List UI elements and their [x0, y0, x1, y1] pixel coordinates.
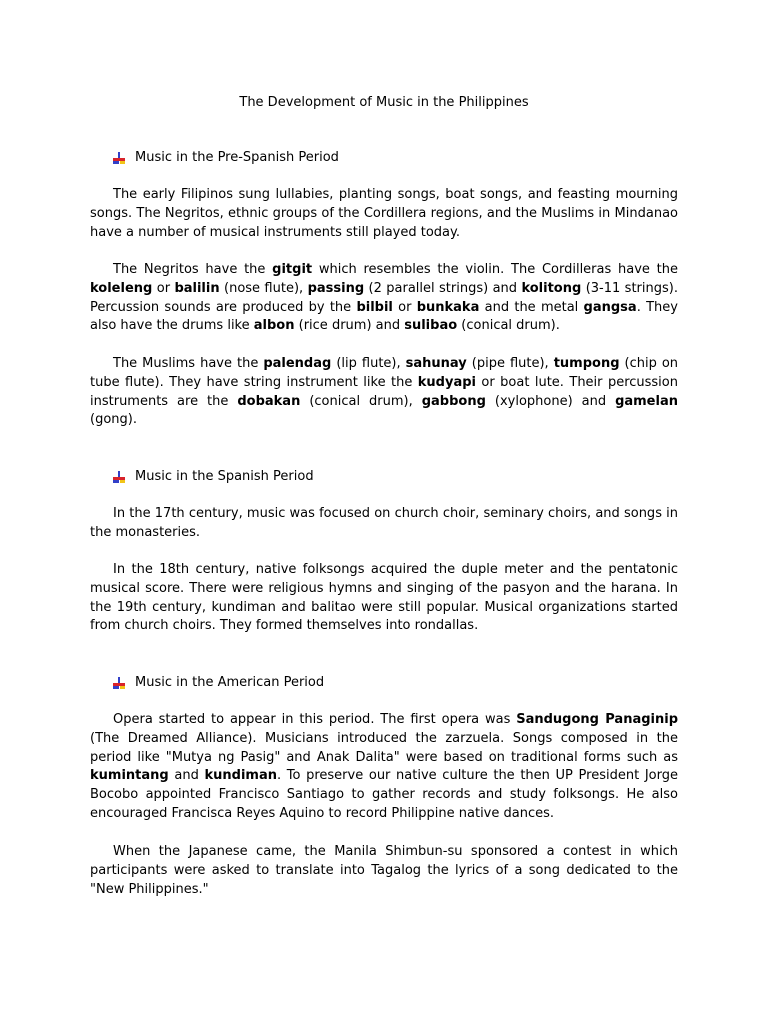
- bold-term: gitgit: [272, 262, 313, 277]
- text-run: The early Filipinos sung lullabies, planting songs, boat songs, and feasting mourning songs. The Negritos, ethnic groups of the Cordillera regions, and the Muslims in Mindanao have a number of musical instruments still played today.: [90, 187, 678, 240]
- bold-term: sulibao: [404, 318, 458, 334]
- text-run: . To preserve our native culture the then UP President Jorge Bocobo appointed Francisco Santiago to gather records and study folksongs. He also encouraged Francisca Reyes Aquino to record Philippine native dances.: [90, 768, 678, 821]
- text-run: (3-11 strings). Percussion sounds are produced by the: [90, 280, 678, 315]
- text-run: and the metal: [479, 299, 584, 315]
- text-run: (conical drum).: [457, 318, 560, 334]
- section-heading-text: Music in the Spanish Period: [135, 469, 314, 484]
- paragraph: [90, 186, 678, 242]
- text-run: (rice drum) and: [294, 318, 405, 334]
- bold-term: kudyapi: [417, 374, 476, 390]
- bold-term: balilin: [174, 280, 220, 296]
- text-run: (chip on tube flute). They have string instrument like the: [90, 356, 679, 390]
- arrow-down-bullet-icon: [113, 152, 125, 165]
- paragraph: [90, 843, 678, 899]
- text-run: (lip flute),: [331, 356, 406, 371]
- section-heading-pre-spanish: [113, 149, 339, 167]
- paragraph: [90, 505, 678, 543]
- section-heading-spanish: [113, 468, 314, 486]
- text-run: (nose flute),: [219, 280, 308, 296]
- text-run: (gong).: [90, 412, 137, 428]
- text-run: (The Dreamed Alliance). Musicians introduced the zarzuela. Songs composed in the period like "Mutya ng Pasig" and Anak Dalita" were based on traditional forms such as: [90, 730, 678, 765]
- bold-term: passing: [307, 280, 365, 296]
- bold-term: Sandugong Panaginip: [516, 712, 678, 727]
- bold-term: gamelan: [615, 393, 678, 409]
- document-title: The Development of Music in the Philippines: [239, 95, 529, 110]
- text-run: or boat lute. Their percussion instruments are the: [90, 374, 678, 409]
- text-run: When the Japanese came, the Manila Shimbun-su sponsored a contest in which participants were asked to translate into Tagalog the lyrics of a song dedicated to the "New Philippines.": [90, 844, 678, 897]
- document-page: [90, 0, 678, 1024]
- section-heading-american: [113, 674, 324, 692]
- text-run: . They also have the drums like: [90, 299, 678, 334]
- bold-term: bilbil: [356, 299, 393, 315]
- text-run: or: [152, 280, 175, 296]
- bold-term: sahunay: [405, 356, 467, 371]
- bold-term: tumpong: [553, 356, 620, 371]
- text-run: (xylophone) and: [485, 393, 616, 409]
- arrow-down-bullet-icon: [113, 471, 125, 484]
- text-run: (conical drum),: [300, 393, 422, 409]
- arrow-down-bullet-icon: [113, 677, 125, 690]
- bold-term: kolitong: [521, 280, 582, 296]
- bold-term: albon: [253, 318, 295, 334]
- bold-term: gabbong: [421, 393, 486, 409]
- bold-term: gangsa: [583, 299, 637, 315]
- text-run: In the 18th century, native folksongs acquired the duple meter and the pentatonic musical score. There were religious hymns and singing of the pasyon and the harana. In the 19th century, kundiman and balitao were still popular. Musical organizations started from church choirs. They formed themselves into rondallas.: [90, 562, 678, 634]
- text-run: or: [392, 299, 417, 315]
- text-run: The Negritos have the: [113, 262, 273, 277]
- text-run: (2 parallel strings) and: [364, 280, 522, 296]
- bold-term: kundiman: [204, 768, 277, 784]
- bold-term: koleleng: [90, 280, 153, 296]
- text-run: which resembles the violin. The Cordilleras have the: [312, 262, 678, 277]
- paragraph: [90, 561, 678, 636]
- text-run: Opera started to appear in this period. The first opera was: [113, 712, 517, 727]
- text-run: and: [168, 768, 205, 784]
- paragraph: [90, 261, 678, 336]
- text-run: The Muslims have the: [113, 356, 264, 371]
- bold-term: dobakan: [237, 393, 301, 409]
- section-heading-text: Music in the Pre-Spanish Period: [135, 150, 339, 165]
- paragraph: [90, 355, 678, 430]
- bold-term: bunkaka: [416, 299, 480, 315]
- paragraph: [90, 711, 678, 824]
- section-heading-text: Music in the American Period: [135, 675, 325, 690]
- bold-term: kumintang: [90, 768, 169, 784]
- bold-term: palendag: [263, 356, 332, 371]
- text-run: In the 17th century, music was focused on church choir, seminary choirs, and songs in the monasteries.: [90, 506, 678, 540]
- text-run: (pipe flute),: [466, 356, 554, 371]
